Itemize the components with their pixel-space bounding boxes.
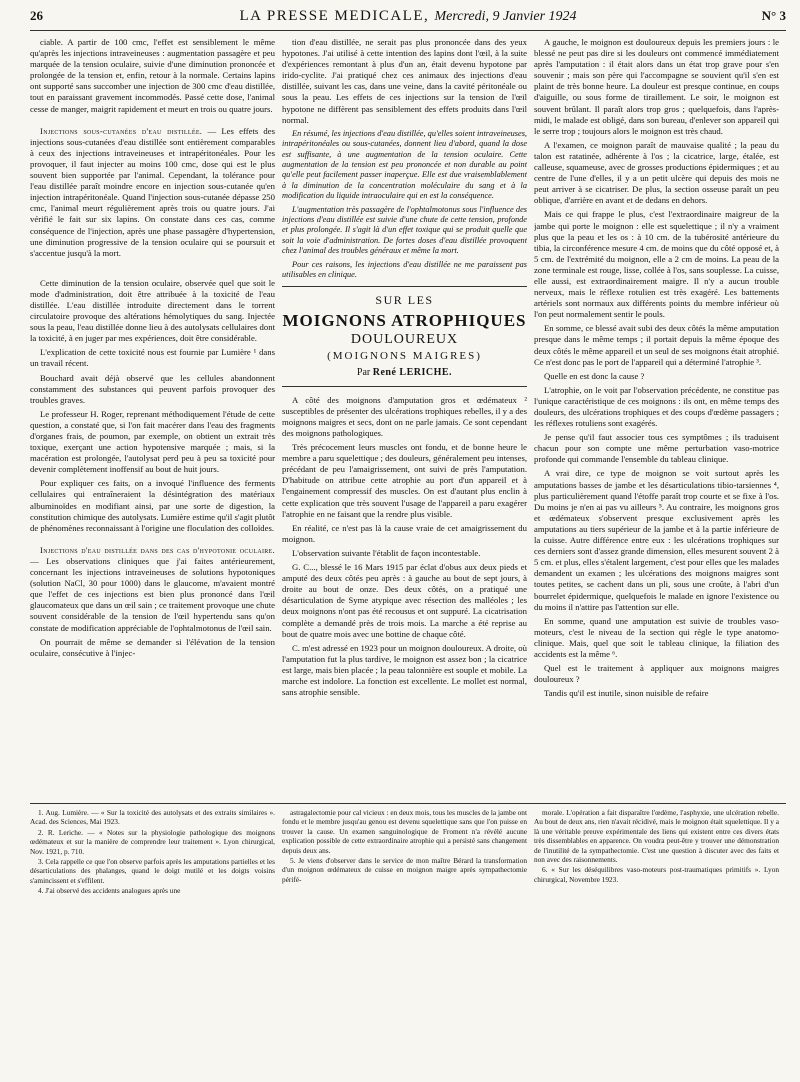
issue-number: N° 3 [761,8,786,23]
case-paragraph: G. C..., blessé le 16 Mars 1915 par éclat d'obus aux deux pieds et amputé des deux côtés peu après : à gauche au bout de sept jours, à droite au bout de onze. Des deux côtés, on a pratiqué une désarticulation de Syme atypique avec résection des malléoles ; les deux moignons n'ont pas été recousus et ont suppuré. La cicatrisation complète a demandé près de trois mois. La marche a été reprise au bout de quatre mois avec une bottine de chaque côté. [282,562,527,639]
case-paragraph: Mais ce qui frappe le plus, c'est l'extraordinaire maigreur de la jambe qui porte le moignon : elle est squelettique ; il n'y a vraiment plus que la peau et les os : à 10 cm. de la tubérosité antérieure du tibia, la circonférence mesure 4 cm. de moins que du côté opposé et, à 5 cm. de l'extrémité du moignon, elle a 2 cm de moins. La peau de la zone terminale est rouge, lisse, collée à l'os, sans souplesse. La cuisse, elle aussi, est extraordinairement maigre. Il n'y a aucun trouble nerveux, mais le réflexe rotulien est très exagéré. Les battements artériels sont normaux aux différents points du membre inférieur où l'on peut normalement sentir le pouls. [534,209,779,320]
article-subtitle: DOULOUREUX [350,331,459,347]
footnote: astragalectomie pour cal vicieux : en deux mois, tous les muscles de la jambe ont fondu et le membre jusqu'au genou est devenu squelettique sans que l'on puisse en trouver la cause. Un examen sanguinologique de Froment n'a révélé aucune explication possible de cette extraordinaire atrophie qui a persisté sans changement depuis deux ans. [282,808,527,855]
summary-paragraph: En résumé, les injections d'eau distillée, qu'elles soient intraveineuses, intrapéritonéales ou sous-cutanées, donnent lieu d'abord, quand la dose est suffisante, à une augmentation de la tension oculaire. Cette augmentation de la tension est peu prononcée et non durable au point qu'elle peut facilement passer inaperçue. Elle est due vraisemblablement à la diminution de la concentration moléculaire du sang et à la modification du liquide intraoculaire qui en est la conséquence. [282,128,527,201]
paragraph: Le professeur H. Roger, reprenant méthodiquement l'étude de cette question, a constaté que, si l'on fait macérer dans l'eau des fragments d'organes frais, de poumon, par exemple, on obtient un extrait très toxique, exerçant une action hypotensive marquée ; mais, si la macération est prolongée, l'autolysat perd peu à peu sa toxicité pour devenir complètement inoffensif au bout de huit jours. [30,408,275,475]
article-kicker: SUR LES [375,293,434,308]
paragraph: Tandis qu'il est inutile, sinon nuisible de refaire [544,688,709,699]
footnote: 6. « Sur les déséquilibres vaso-moteurs post-traumatiques primitifs ». Lyon chirurgical, Novembre 1923. [534,865,779,884]
paragraph: L'atrophie, on le voit par l'observation précédente, ne constitue pas l'unique caractéristique de ces moignons : ils ont, en même temps des douleurs, des ulcérations trophiques et des coups d'œdème passagers ; les réflexes rotuliens sont exagérés. [534,384,779,429]
paragraph: tion d'eau distillée, ne serait pas plus prononcée dans des yeux hypotones. J'ai utilisé à cette intention des lapins dont l'œil, à la suite d'expériences remontant à plus d'un an, était devenu hypotone par irido-cyclite. J'ai pratiqué chez ces animaux des injections d'eau distillée, suivant les cas, dans une veine, dans la cavité péritonéale ou sous la peau. Les effets de ces injections sur la tension de l'œil hypotone ne diffèrent pas sensiblement des effets produits dans l'œil normal. [282,37,527,125]
paragraph: Très précocement leurs muscles ont fondu, et de bonne heure le membre a paru squelettique ; des douleurs, généralement peu intenses, précédant de peu l'amaigrissement, ont suivi de près l'amputation. D'habitude on attribue cette atrophie au port d'un appareil et à l'engainement compressif des muscles. On est d'autant plus enclin à cette explication que très souvent l'usage de l'appareil a paru exagérer l'atrophie en ne faisant que la rendre plus visible. [282,442,527,519]
body-columns [30,37,786,797]
case-paragraph: C. m'est adressé en 1923 pour un moignon douloureux. A droite, où l'amputation fut la plus tardive, le moignon est assez bon ; la cicatrice est large, mais bien placée ; la peau talonnière est souple et mobile. La marche est indolore. La fonction est excellente. Le mollet est normal, sans atrophie sensible. [282,642,527,698]
case-paragraph: A l'examen, ce moignon paraît de mauvaise qualité ; la peau du talon est ratatinée, adhérente à l'os ; la cicatrice, large, étalée, est calleuse, squameuse, avec de grosses productions épidermiques ; et au centre de l'une d'elles, il y a un petit ulcère qui depuis des mois ne peut arriver à se cicatriser. De plus, la section osseuse paraît un peu oblique, d'arrière en avant et de dedans en dehors. [534,139,779,206]
paragraph: Bouchard avait déjà observé que les cellules abandonnent constamment des substances qui peuvent parfois provoquer des troubles graves. [30,372,275,405]
footnotes-column-1 [30,808,275,897]
paragraph: Pour expliquer ces faits, on a invoqué l'influence des ferments cellulaires qui entraîneraient la désintégration des matériaux albuminoïdes en modifiant ainsi, par une sorte de digestion, la constitution chimique des autolysats. Lumière estime qu'il s'agit plutôt de phénomènes reconnaissant à l'origine une floculation des colloïdes. [30,478,275,533]
column-3 [534,37,779,797]
section-heading: Injections sous-cutanées d'eau distillée. [40,125,203,136]
column-1 [30,37,275,797]
case-paragraph: A gauche, le moignon est douloureux depuis les premiers jours : le blessé ne peut pas dire si les douleurs ont commencé immédiatement après l'amputation : il était alors dans un état trop grave pour s'en souvenir ; mais son père qui l'accompagne se souvient qu'il s'en est plaint de très bonne heure. La douleur est presque continue, en coups d'aiguille, ou sous forme de tiraillement. Le soir, le moignon est souvent brûlant. Il paraît alors trop gros ; quelquefois, dans l'après-midi, le malade est obligé, dans son bureau, d'enlever son appareil qui le serre trop ; toujours alors le moignon est très chaud. [534,37,779,136]
journal-title [239,8,576,25]
journal-name: LA PRESSE MEDICALE, [239,8,430,24]
page-number: 26 [30,8,43,23]
paragraph: Injections d'eau distillée dans des cas d'hypotonie oculaire. — Les observations cliniques que j'ai faites antérieurement, concernant les injections intraveineuses de solutions hypotoniques (solution NaCl, 30 pour 1000) dans le glaucome, m'avaient montré que l'effet de ces injections est bien plus prononcé dans l'œil glaucomateux que dans un œil sain ; ce traitement provoque une chute souvent considérable de la tension de l'œil hypertendu sans qu'on constate de modification appréciable de l'ophtalmotonus de l'œil sain. [30,544,275,633]
paragraph: On pourrait de même se demander si l'élévation de la tension oculaire, consécutive à l'injec- [30,636,275,658]
article-title: MOIGNONS ATROPHIQUES [282,310,527,330]
footnote: 2. R. Leriche. — « Notes sur la physiologie pathologique des moignons œdémateux et sur la manière de comprendre leur traitement ». Lyon chirurgical, Nov. 1921, p. 710. [30,827,275,856]
column-2 [282,37,527,797]
footnote: 1. Aug. Lumière. — « Sur la toxicité des autolysats et des extraits similaires ». Acad. des Sciences, Mai 1923. [30,808,275,827]
page-header [30,8,786,31]
paragraph: Cette diminution de la tension oculaire, observée quel que soit le mode d'administration, doit être attribuée à la toxicité de l'eau distillée. L'eau distillée introduite directement dans le torrent circulatoire provoque des altérations hémolytiques du sang. Injectée sous la peau, l'eau distillée donne lieu à des autolysats cellulaires dont la toxicité, à en juger par mes expériences, doit être considérable. [30,277,275,344]
article-author-line [282,367,527,378]
footnote: 4. J'ai observé des accidents analogues après une [38,886,181,896]
paragraph: Quelle en est donc la cause ? [544,370,645,381]
paragraph: A côté des moignons d'amputation gros et œdémateux ² susceptibles de présenter des ulcérations trophiques rebelles, il y a des moignons maigres et secs, dont on ne parle jamais. Ce sont cependant des moignons pathologiques. [282,394,527,438]
footnote: 5. Je viens d'observer dans le service de mon maître Bérard la transformation d'un moignon œdémateux de cuisse en moignon maigre après sympathectomie périfé- [282,856,527,884]
paragraph: En réalité, ce n'est pas là la cause vraie de cet amaigrissement du moignon. [282,522,527,544]
footnotes [30,803,786,897]
article-author: René LERICHE. [372,366,453,378]
by-label: Par [356,366,371,378]
paragraph-text: Les effets des injections sous-cutanées d'eau distillée sont entièrement comparables à ceux des injections intraveineuses et intrapéritonéales. Pour les provoquer, il faut injecter au moins 100 cmc, dose qui est le plus souvent bien supportée par l'animal. Cependant, la tolérance pour l'eau distillée paraît moindre encore en injection sous-cutanée qu'en injection intrapéritonéale. Quand l'injection sous-cutanée dépasse 250 cmc, l'animal meurt régulièrement après trois ou quatre jours. J'ai vérifié le fait sur six lapins. On constate dans ces cas, comme conséquence de l'injection, après une phase passagère d'hypertension, une diminution progressive de la tension oculaire qui se poursuit et s'accentue jusqu'à la mort. [30,125,275,258]
issue-date: Mercredi, 9 Janvier 1924 [434,9,577,24]
paragraph: Quel est le traitement à appliquer aux moignons maigres douloureux ? [534,663,779,685]
footnotes-column-3 [534,808,779,897]
footnote: 3. Cela rappelle ce que l'on observe parfois après les amputations partielles et les désarticulations des phalanges, quand le doigt mutilé et les doigts voisins s'amincissent et s'effilent. [30,857,275,885]
paragraph: L'observation suivante l'établit de façon incontestable. [292,547,481,558]
summary-paragraph: L'augmentation très passagère de l'ophtalmotonus sous l'influence des injections d'eau distillée est suivie d'une chute de cette tension, profonde et plus prolongée. Il s'agit là d'un effet toxique qui se produit quelle que soit la voie d'administration. De fortes doses d'eau distillée provoquent chez l'animal des troubles généraux et même la mort. [282,204,527,256]
paragraph-text: Les observations cliniques que j'ai faites antérieurement, concernant les injections intraveineuses de solutions hypotoniques (solution NaCl, 30 pour 1000) dans le glaucome, m'avaient montré que l'effet de ces injections est bien plus prononcé dans l'œil glaucomateux que dans un œil sain ; ce traitement provoque une chute souvent considérable de la tension de l'œil hypertendu sans qu'on constate de modification appréciable de l'ophtalmotonus de l'œil sain. [30,555,275,633]
footnote: morale. L'opération a fait disparaître l'œdème, l'asphyxie, une ulcération rebelle. Au bout de deux ans, rien n'avait récidivé, mais le moignon était squelettique. Il y a là une véritable preuve expérimentale des liens qui existent entre ces divers états très dissemblables en apparence. On voudra peut-être y trouver une démonstration de l'inutilité de la sympathectomie. C'est une question à discuter avec des faits et non avec des raisonnements. [534,808,779,865]
article-title-block [282,286,527,386]
section-heading: Injections d'eau distillée dans des cas d'hypotonie oculaire. [40,544,275,555]
paragraph: A vrai dire, ce type de moignon se voit surtout après les amputations basses de jambe et les désarticulations tibio-tarsiennes ⁴, plus particulièrement quand l'étoffe paraît trop courte et se fixe à l'os. Du moins je n'en ai pas vu ailleurs ⁵. Au contraire, les moignons gros et œdémateux s'observent presque exclusivement après les amputations au tiers supérieur de la jambe et à la partie inférieure de la cuisse. Autre différence entre eux : les ulcérations trophiques sur ces derniers sont d'assez grande dimension, elles mesurent souvent 2 à 5 cm. et plus, elles s'étalent largement, c'est pour elles que les malades demandent un examen ; les ulcérations des moignons maigres sont toutes petites, se cachent dans un pli, sous une croûte, à l'abri d'un bourrelet épidermique, quelquefois le malade en ignore l'existence ou du moins il n'attire pas l'attention sur elle. [534,468,779,612]
paragraph: ciable. A partir de 100 cmc, l'effet est sensiblement le même qu'après les injections intraveineuses : augmentation passagère et peu marquée de la tension oculaire, suivie d'une diminution prononcée et prolongée de la tension et, enfin, retour à la normale. Certains lapins ont supporté sans succomber une injection de 300 cmc d'eau distillée, tout en paraissant gravement incommodés. Passé cette dose, l'animal cesse de manger, maigrit rapidement et meurt en trois ou quatre jours. [30,37,275,114]
paragraph: Je pense qu'il faut associer tous ces symptômes ; ils traduisent chacun pour son compte une même perturbation vaso-motrice profonde qui commande l'ensemble du tableau clinique. [534,432,779,465]
paragraph: En somme, quand une amputation est suivie de troubles vaso-moteurs, c'est le niveau de la section qui règle le type anatomo-clinique. Mais, quel que soit le tableau clinique, la filiation des accidents est la même ⁶. [534,615,779,659]
paragraph: Injections sous-cutanées d'eau distillée. — Les effets des injections sous-cutanées d'eau distillée sont entièrement comparables à ceux des injections intraveineuses et intrapéritonéales. Pour les provoquer, il faut injecter au moins 100 cmc, dose qui est le plus souvent bien supportée par l'animal. Cependant, la tolérance pour l'eau distillée paraît moindre encore en injection sous-cutanée qu'en injection intrapéritonéale. Quand l'injection sous-cutanée dépasse 250 cmc, l'animal meurt régulièrement après trois ou quatre jours. J'ai vérifié le fait sur six lapins. On constate dans ces cas, comme conséquence de l'injection, après une phase passagère d'hypertension, une diminution progressive de la tension oculaire qui se poursuit et s'accentue jusqu'à la mort. [30,125,275,258]
footnotes-column-2 [282,808,527,897]
paragraph: L'explication de cette toxicité nous est fournie par Lumière ¹ dans un travail récent. [30,347,275,369]
summary-paragraph: Pour ces raisons, les injections d'eau distillée ne me paraissent pas utilisables en clinique. [282,259,527,280]
article-alt-title: (MOIGNONS MAIGRES) [327,349,482,362]
paragraph: En somme, ce blessé avait subi des deux côtés la même amputation presque dans le même temps ; il portait depuis la même époque des deux côtés le même appareil et un seul de ses moignons était atrophié. Ce n'est donc pas le port de l'appareil qui a déterminé l'atrophie ³. [534,323,779,367]
